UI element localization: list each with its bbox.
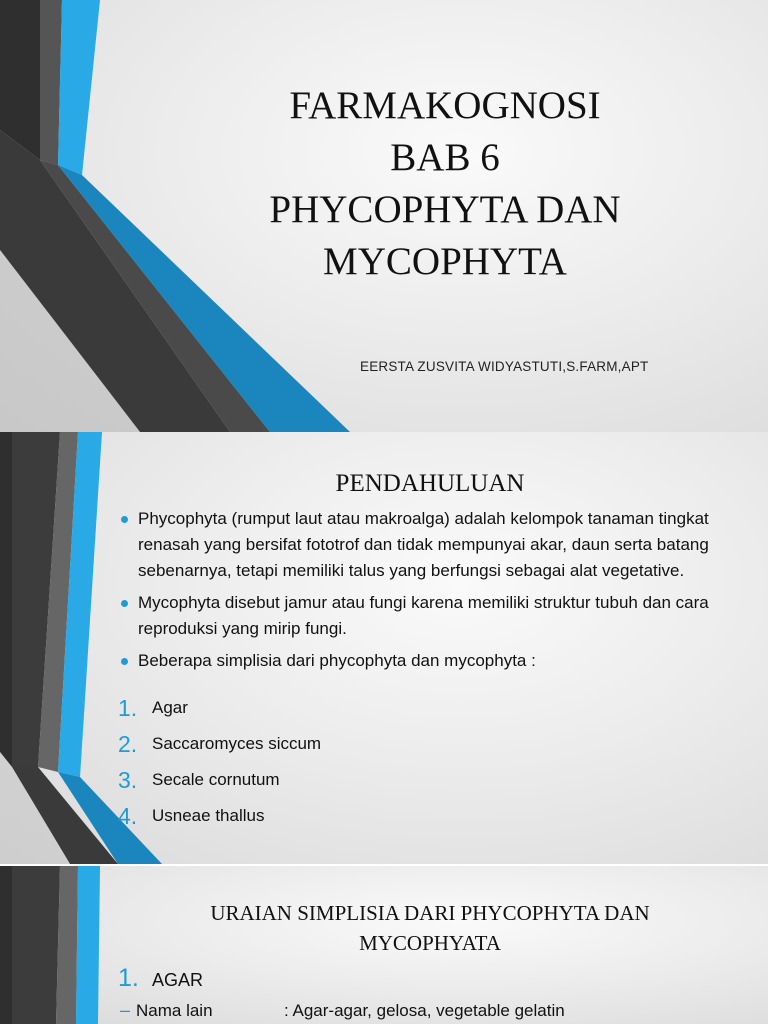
title-line-1: FARMAKOGNOSI	[289, 84, 601, 127]
section-title: AGAR	[152, 970, 204, 990]
bullet-text: Mycophyta disebut jamur atau fungi karena memiliki struktur tubuh dan cara reproduksi yang mirip fungi.	[138, 593, 709, 638]
title-line-2: BAB 6	[390, 136, 500, 179]
bullet-item	[120, 506, 760, 584]
detail-value: : Agar-agar, gelosa, vegetable gelatin	[284, 1000, 565, 1020]
numbered-item	[118, 762, 718, 798]
detail-label: Nama lain	[136, 1000, 213, 1020]
bullet-dot-icon	[121, 516, 128, 523]
bullet-dot-icon	[121, 600, 128, 607]
description-slide	[0, 866, 768, 1024]
detail-row	[120, 1000, 565, 1021]
item-number: 4.	[118, 802, 138, 829]
title-slide	[0, 0, 768, 432]
bullet-list	[120, 506, 760, 680]
title-line-4: MYCOPHYTA	[323, 240, 567, 283]
dash-bullet: –	[120, 1000, 131, 1020]
slide-heading: URAIAN SIMPLISIA DARI PHYCOPHYTA DAN MYCOPHYATA	[210, 901, 650, 955]
slide-heading: PENDAHULUAN	[335, 470, 525, 497]
bullet-text: Phycophyta (rumput laut atau makroalga) adalah kelompok tanaman tingkat renasah yang bersifat fototrof dan tidak mempunyai akar, daun serta batang sebenarnya, tetapi memiliki talus yang berfungsi sebagai alat vegetative.	[138, 509, 709, 580]
section-number: 1.	[118, 964, 139, 992]
numbered-list	[118, 690, 718, 834]
item-number: 3.	[118, 766, 138, 793]
numbered-item	[118, 798, 718, 834]
bullet-dot-icon	[121, 658, 128, 665]
intro-slide	[0, 432, 768, 864]
bullet-text: Beberapa simplisia dari phycophyta dan mycophyta :	[138, 651, 536, 670]
item-number: 1.	[118, 694, 138, 721]
numbered-item	[118, 690, 718, 726]
title-line-3: PHYCOPHYTA DAN	[269, 188, 621, 231]
bullet-item	[120, 648, 760, 674]
item-text: Secale cornutum	[152, 770, 280, 789]
numbered-item	[118, 726, 718, 762]
item-number: 2.	[118, 730, 138, 757]
presentation-title	[200, 80, 690, 288]
item-text: Agar	[152, 698, 188, 717]
bullet-item	[120, 590, 760, 642]
item-text: Usneae thallus	[152, 806, 265, 825]
author-name: EERSTA ZUSVITA WIDYASTUTI,S.FARM,APT	[360, 359, 649, 374]
item-text: Saccaromyces siccum	[152, 734, 322, 753]
